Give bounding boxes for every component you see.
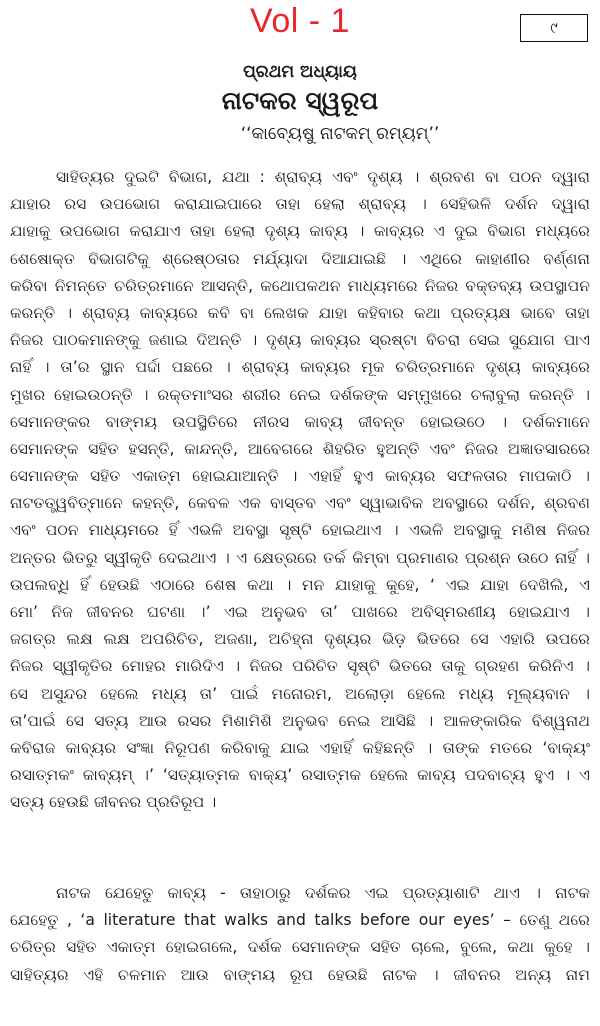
text-line: ଯାହାକୁ ଉପଭୋଗ କରାଯାଏ ତାହା ହେଲା ଦୃଶ୍ୟ କାବ୍ୟ । କାବ୍ୟର ଏ ଦୁଇ ବିଭାଗ ମଧ୍ୟରେ bbox=[10, 222, 590, 241]
text-line: ସେମାନଙ୍କ ସହିତ ଏକାତ୍ମ ହୋଇଯାଆନ୍ତି । ଏହାହିଁ ହୁଏ କାବ୍ୟର ସଫଳତାର ମାପକାଠି । bbox=[10, 467, 590, 486]
volume-label: Vol - 1 bbox=[250, 2, 350, 40]
text-line: ଉପଲବ୍ଧି ହିଁ ହେଉଛି ଏଠାରେ ଶେଷ କଥା । ମନ ଯାହାକୁ କୁହେ, ‘ ଏଇ ଯାହା ଦେଖିଲି, ଏ bbox=[10, 575, 590, 594]
text-line: ଯେହେତୁ , ‘a literature that walks and talks before our eyes’ – ତେଣୁ ଥରେ bbox=[10, 911, 590, 930]
text-line: ଚରିତ୍ର ସହିତ ଏକାତ୍ମ ହୋଇଗଲେ, ଦର୍ଶକ ସେମାନଙ୍କ ସହିତ ଚାଲେ, ବୁଲେ, କଥା କୁହେ । bbox=[10, 938, 590, 957]
text-line: ତା’ପାଇଁ ସେ ସତ୍ୟ ଆଉ ରସର ମିଶାମିଶି ଅନୁଭବ ନେଇ ଆସିଛି । ଆଳଙ୍କାରିକ ବିଶ୍ୱନାଥ bbox=[10, 711, 590, 730]
text-line: ରସାତ୍ମକଂ କାବ୍ୟମ୍‌ ।’ ‘ସତ୍ୟାତ୍ମକ ବାକ୍ୟ’ ରସାତ୍ମକ ହେଲେ କାବ୍ୟ ପଦବାଚ୍ୟ ହୁଏ । ଏ bbox=[10, 766, 590, 785]
text-line: ଅନ୍ତର ଭିତରୁ ସ୍ୱୀକୃତି ଦେଇଥାଏ । ଏ କ୍ଷେତ୍ରରେ ତର୍କ କିମ୍ବା ପ୍ରମାଣର ପ୍ରଶ୍ନ ଉଠେ ନାହିଁ । bbox=[10, 548, 590, 567]
text-line: ସତ୍ୟ ହେଉଛି ଜୀବନର ପ୍ରତିରୂପ । bbox=[10, 793, 217, 812]
text-line: ଯାହାର ରସ ଉପଭୋଗ କରାଯାଇପାରେ ତାହା ହେଲା ଶ୍ରାବ୍ୟ । ସେହିଭଳି ଦର୍ଶନ ଦ୍ୱାରା bbox=[10, 195, 590, 214]
page-title: ନାଟକର ସ୍ୱରୂପ bbox=[221, 86, 379, 115]
text-line: ନିଜର ପାଠକମାନଙ୍କୁ ଜଣାଇ ଦିଅନ୍ତି । ଦୃଶ୍ୟ କାବ୍ୟର ସ୍ରଷ୍ଟା ବିଚରା ସେଇ ସୁଯୋଗ ପାଏ bbox=[10, 331, 590, 350]
text-line: ଶେଷୋକ୍ତ ବିଭାଗଟିକୁ ଶ୍ରେଷ୍ଠତାର ମର୍ଯ୍ୟାଦା ଦିଆଯାଇଛି । ଏଥିରେ କାହାଣୀର ବର୍ଣ୍ଣନା bbox=[10, 249, 590, 268]
chapter-label: ପ୍ରଥମ ଅଧ୍ୟାୟ bbox=[243, 62, 357, 82]
text-line: ସାହିତ୍ୟର ଏହି ଚଳମାନ ଆଉ ବାଙ୍ମୟ ରୂପ ହେଉଛି ନାଟକ । ଜୀବନର ଅନ୍ୟ ନାମ bbox=[10, 965, 590, 984]
text-line: ନିଜର ସ୍ୱୀକୃତିର ମୋହର ମାରିଦିଏ । ନିଜର ପରିଚିତ ସୃଷ୍ଟି ଭିତରେ ତାକୁ ଗ୍ରହଣ କରିନିଏ । bbox=[10, 657, 590, 676]
text-line: କରନ୍ତି । ଶ୍ରାବ୍ୟ କାବ୍ୟରେ କବି ବା ଲେଖକ ଯାହା କହିବାର କଥା ପ୍ରତ୍ୟକ୍ଷ ଭାବେ ତାହା bbox=[10, 303, 590, 322]
text-line: ସେମାନଙ୍କ ସହିତ ହସନ୍ତି, କାନ୍ଦନ୍ତି, ଆବେଗରେ ଶିହରିତ ହୁଅନ୍ତି ଏବଂ ନିଜର ଅଜ୍ଞାତସାରରେ bbox=[10, 439, 590, 458]
text-line: ସେମାନଙ୍କର ବାଙ୍ମୟ ଉପସ୍ଥିତିରେ ନୀରସ କାବ୍ୟ ଜୀବନ୍ତ ହୋଇଉଠେ । ଦର୍ଶକମାନେ bbox=[10, 412, 590, 431]
text-line: ନାଟକ ଯେହେତୁ କାବ୍ୟ - ତାହାଠାରୁ ଦର୍ଶକର ଏଇ ପ୍ରତ୍ୟାଶାଟି ଥାଏ । ନାଟକ bbox=[56, 884, 590, 902]
paragraph-1 bbox=[10, 164, 590, 817]
text-line: ଏବଂ ପଠନ ମାଧ୍ୟମରେ ହିଁ ଏଭଳି ଅବସ୍ଥା ସୃଷ୍ଟି ହୋଇଥାଏ । ଏଭଳି ଅବସ୍ଥାକୁ ମଣିଷ ନିଜର bbox=[10, 521, 590, 540]
text-line: ନାହିଁ । ତା’ର ସ୍ଥାନ ପର୍ଦ୍ଦା ପଛରେ । ଶ୍ରାବ୍ୟ କାବ୍ୟର ମୂକ ଚରିତ୍ରମାନେ ଦୃଶ୍ୟ କାବ୍ୟରେ bbox=[10, 358, 590, 377]
text-line: ନାଟତତ୍ତ୍ୱବିତ୍‌ମାନେ କହନ୍ତି, କେବଳ ଏକ ବାସ୍ତବ ଏବଂ ସ୍ୱାଭାବିକ ଅବସ୍ଥାରେ ଦର୍ଶନ, ଶ୍ରବଣ bbox=[10, 494, 590, 513]
text-line: କବିରାଜ କାବ୍ୟର ସଂଜ୍ଞା ନିରୂପଣ କରିବାକୁ ଯାଇ ଏହାହିଁ କହିଛନ୍ତି । ତାଙ୍କ ମତରେ ‘ବାକ୍ୟଂ bbox=[10, 738, 590, 757]
text-line: ମୋ’ ନିଜ ଜୀବନର ଘଟଣା ।’ ଏଇ ଅନୁଭବ ତା’ ପାଖରେ ଅବିସ୍ମରଣୀୟ ହୋଇଯାଏ । bbox=[10, 603, 590, 621]
text-line: ସେ ଅସୁନ୍ଦର ହେଲେ ମଧ୍ୟ ତା’ ପାଇଁ ମନୋରମ, ଅଲୋଡ଼ା ହେଲେ ମଧ୍ୟ ମୂଲ୍ୟବାନ । bbox=[10, 684, 590, 703]
text-line: ସାହିତ୍ୟର ଦୁଇଟି ବିଭାଗ, ଯଥା : ଶ୍ରାବ୍ୟ ଏବଂ ଦୃଶ୍ୟ । ଶ୍ରବଣ ବା ପଠନ ଦ୍ୱାରା bbox=[56, 168, 590, 186]
text-line: ମୁଖର ହୋଇଉଠନ୍ତି । ରକ୍ତମାଂସର ଶରୀର ନେଇ ଦର୍ଶକଙ୍କ ସମ୍ମୁଖରେ ଚଲାବୁଲା କରନ୍ତି । bbox=[10, 385, 590, 404]
paragraph-2 bbox=[10, 880, 590, 989]
text-line: ଜଗତ୍‌ର ଲକ୍ଷ ଲକ୍ଷ ଅପରିଚିତ, ଅଜଣା, ଅଚିହ୍ନା ଦୃଶ୍ୟର ଭିଡ଼ ଭିତରେ ସେ ଏହାରି ଉପରେ bbox=[10, 630, 590, 649]
epigraph: ‘‘କାବ୍ୟେଷୁ ନାଟକମ୍‌ ରମ୍ୟମ୍‌’’ bbox=[240, 124, 440, 144]
text-line: କରିବା ନିମନ୍ତେ ଚରିତ୍ରମାନେ ଆସନ୍ତି, କଥୋପକଥନ ମାଧ୍ୟମରେ ନିଜର ବକ୍ତବ୍ୟ ଉପସ୍ଥାପନ bbox=[10, 276, 590, 295]
page-number-box: ୯ bbox=[520, 14, 588, 42]
